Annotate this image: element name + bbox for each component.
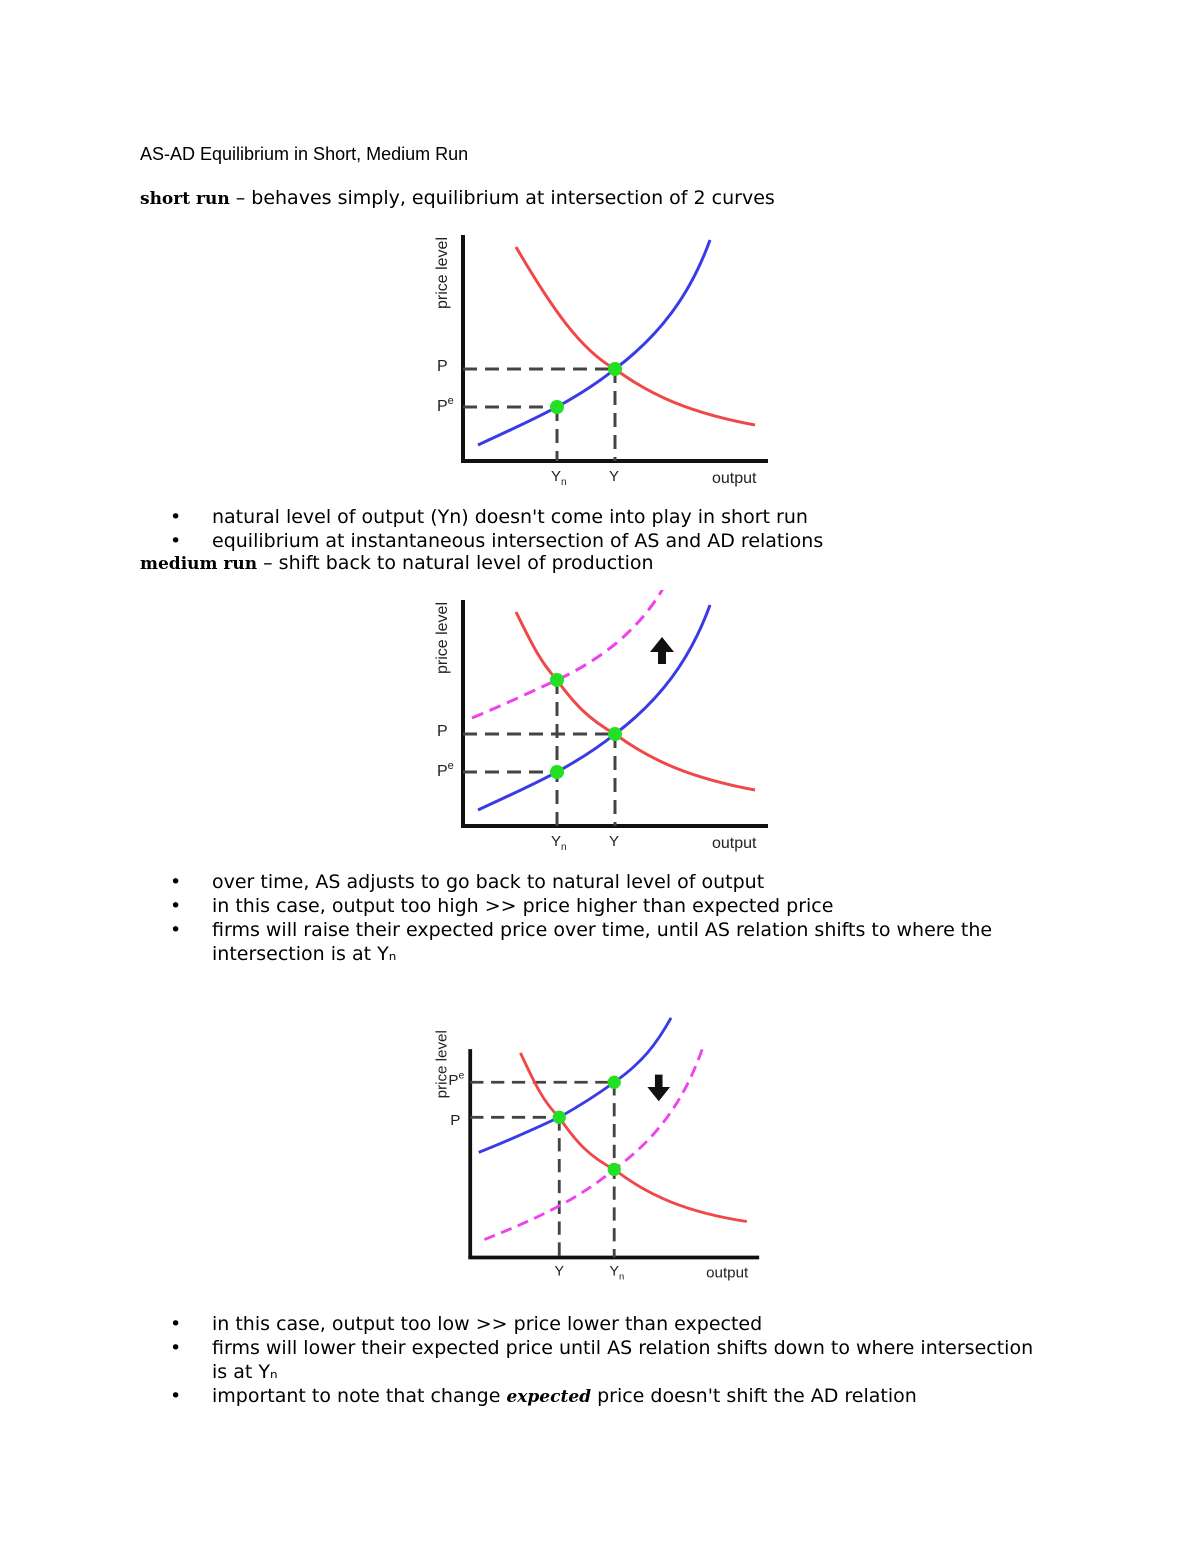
short-run-term: short run [140, 189, 230, 209]
medium-run-bullets-1 [170, 870, 1050, 966]
p-label: P [450, 1111, 461, 1129]
list-item: • over time, AS adjusts to go back to natural level of output [170, 870, 1050, 894]
short-run-bullets [170, 505, 1050, 553]
x-axis-label: output [706, 1264, 749, 1282]
list-item: • in this case, output too low >> price lower than expected [170, 1312, 1050, 1336]
short-run-heading [140, 186, 775, 211]
list-item: • natural level of output (Yn) doesn't come into play in short run [170, 505, 1050, 529]
y-label: Y [554, 1263, 565, 1280]
y-axis-label: price level [433, 1030, 451, 1099]
yn-label: $Y_n$ [609, 1263, 625, 1283]
list-item: • firms will raise their expected price over time, until AS relation shifts to where the intersection is at Yₙ [170, 918, 1050, 966]
ad-curve [520, 1053, 746, 1222]
short-run-chart [400, 225, 800, 495]
as-curve [478, 605, 710, 810]
short-run-desc: – behaves simply, equilibrium at intersection of 2 curves [229, 187, 775, 209]
medium-run-term: medium run [140, 554, 258, 574]
y-axis-label: price level [434, 601, 451, 675]
new-equilibrium-point [608, 1163, 621, 1176]
y-axis-label: price level [434, 236, 451, 310]
p-label: P [437, 358, 448, 375]
yn-label: $Y_n$ [551, 468, 567, 488]
as-curve [479, 1018, 671, 1153]
equilibrium-point [608, 362, 622, 376]
pe-label: $P^e$ [437, 760, 454, 780]
x-axis-label: output [712, 470, 757, 487]
as-shifted-curve [484, 1043, 704, 1239]
x-axis-label: output [712, 835, 757, 852]
bullet-emphasis: expected [506, 1387, 592, 1407]
medium-run-heading [140, 551, 654, 576]
bullet-text: price doesn't shift the AD relation [591, 1385, 917, 1407]
ad-curve [516, 247, 755, 425]
medium-run-bullets-2 [170, 1312, 1050, 1409]
expected-point [550, 765, 564, 779]
bullet-text: important to note that change [212, 1385, 507, 1407]
as-curve [478, 240, 710, 445]
medium-run-chart-down [400, 1015, 800, 1285]
list-item: • firms will lower their expected price until AS relation shifts down to where intersection is at Yₙ [170, 1336, 1050, 1384]
list-item: • equilibrium at instantaneous intersection of AS and AD relations [170, 529, 1050, 553]
new-equilibrium-point [550, 673, 564, 687]
list-item: • in this case, output too high >> price higher than expected price [170, 894, 1050, 918]
arrow-up-icon [650, 637, 674, 664]
page-title: AS-AD Equilibrium in Short, Medium Run [140, 144, 469, 164]
arrow-down-icon [647, 1075, 670, 1102]
p-label: P [437, 723, 448, 740]
y-label: Y [609, 468, 620, 485]
yn-label: $Y_n$ [551, 833, 567, 853]
expected-point [608, 1076, 621, 1089]
list-item [170, 1384, 1050, 1409]
medium-run-chart-up [400, 590, 800, 860]
expected-point [550, 400, 564, 414]
y-label: Y [609, 833, 620, 850]
pe-label: $P^e$ [448, 1070, 465, 1090]
equilibrium-point [608, 727, 622, 741]
pe-label: $P^e$ [437, 395, 454, 415]
as-shifted-curve [472, 590, 665, 718]
ad-curve [516, 612, 755, 790]
medium-run-desc: – shift back to natural level of production [257, 552, 654, 574]
equilibrium-point [553, 1111, 566, 1124]
